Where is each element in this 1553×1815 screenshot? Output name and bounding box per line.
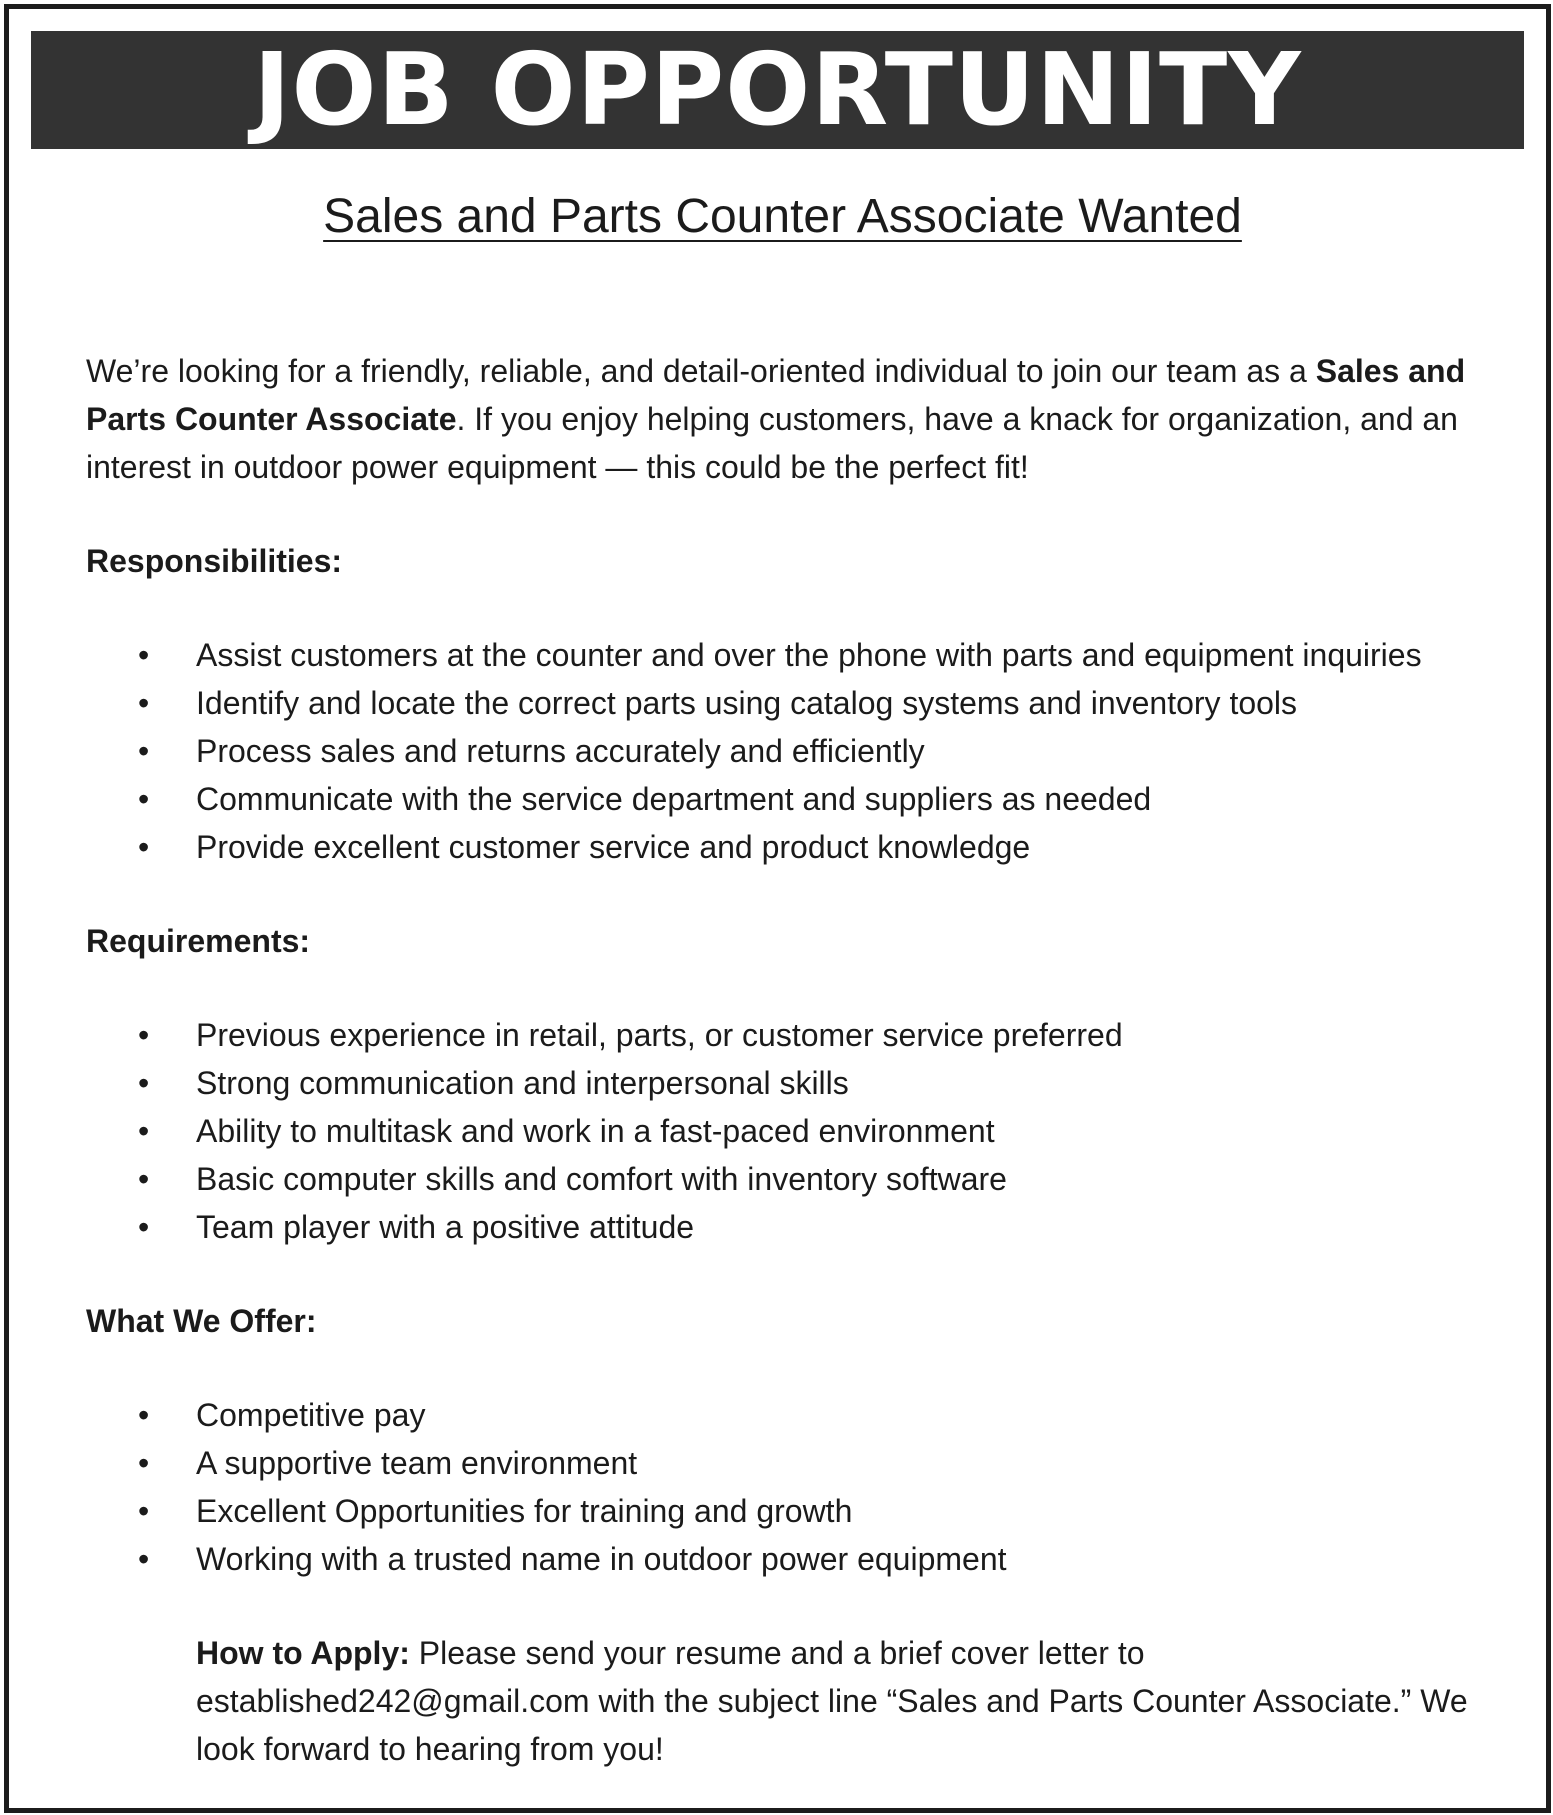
responsibilities-heading: Responsibilities:	[86, 543, 343, 579]
list-item: • Competitive pay	[86, 1391, 1486, 1439]
offer-heading: What We Offer:	[86, 1303, 317, 1339]
offer-list	[86, 1391, 1486, 1583]
list-item: • Strong communication and interpersonal skills	[86, 1059, 1486, 1107]
list-item: • Communicate with the service department and suppliers as needed	[86, 775, 1486, 823]
list-item: • Ability to multitask and work in a fast-paced environment	[86, 1107, 1486, 1155]
list-item: • A supportive team environment	[86, 1439, 1486, 1487]
job-title-text: Sales and Parts Counter Associate Wanted	[323, 190, 1242, 243]
responsibilities-list	[86, 631, 1486, 871]
main-content	[86, 347, 1486, 1773]
list-item: • Process sales and returns accurately and efficiently	[86, 727, 1486, 775]
job-title	[9, 187, 1553, 247]
intro-text-2: . If you enjoy helping customers, have a knack for organization, and an interest in outdoor power equipment — this could be the perfect fit!	[86, 401, 1458, 485]
apply-label: How to Apply:	[196, 1635, 410, 1671]
requirements-list	[86, 1011, 1486, 1251]
banner-title: JOB OPPORTUNITY	[253, 31, 1302, 148]
list-item: • Identify and locate the correct parts using catalog systems and inventory tools	[86, 679, 1486, 727]
list-item: • Working with a trusted name in outdoor power equipment	[86, 1535, 1486, 1583]
page-frame	[4, 4, 1551, 1813]
list-item: • Excellent Opportunities for training and growth	[86, 1487, 1486, 1535]
list-item: • Basic computer skills and comfort with inventory software	[86, 1155, 1486, 1203]
intro-bold-role: Sales and Parts Counter Associate	[86, 353, 1466, 437]
list-item: • Assist customers at the counter and over the phone with parts and equipment inquiries	[86, 631, 1486, 679]
header-banner	[31, 31, 1524, 149]
intro-text-1: We’re looking for a friendly, reliable, and detail-oriented individual to join our team as a	[86, 353, 1316, 389]
requirements-heading: Requirements:	[86, 923, 311, 959]
list-item: • Previous experience in retail, parts, or customer service preferred	[86, 1011, 1486, 1059]
apply-text: Please send your resume and a brief cover letter to established242@gmail.com with the subject line “Sales and Parts Counter Associate.” We look forward to hearing from you!	[196, 1635, 1468, 1767]
intro-paragraph	[86, 347, 1486, 491]
list-item: • Provide excellent customer service and product knowledge	[86, 823, 1486, 871]
how-to-apply	[196, 1629, 1486, 1773]
list-item: • Team player with a positive attitude	[86, 1203, 1486, 1251]
